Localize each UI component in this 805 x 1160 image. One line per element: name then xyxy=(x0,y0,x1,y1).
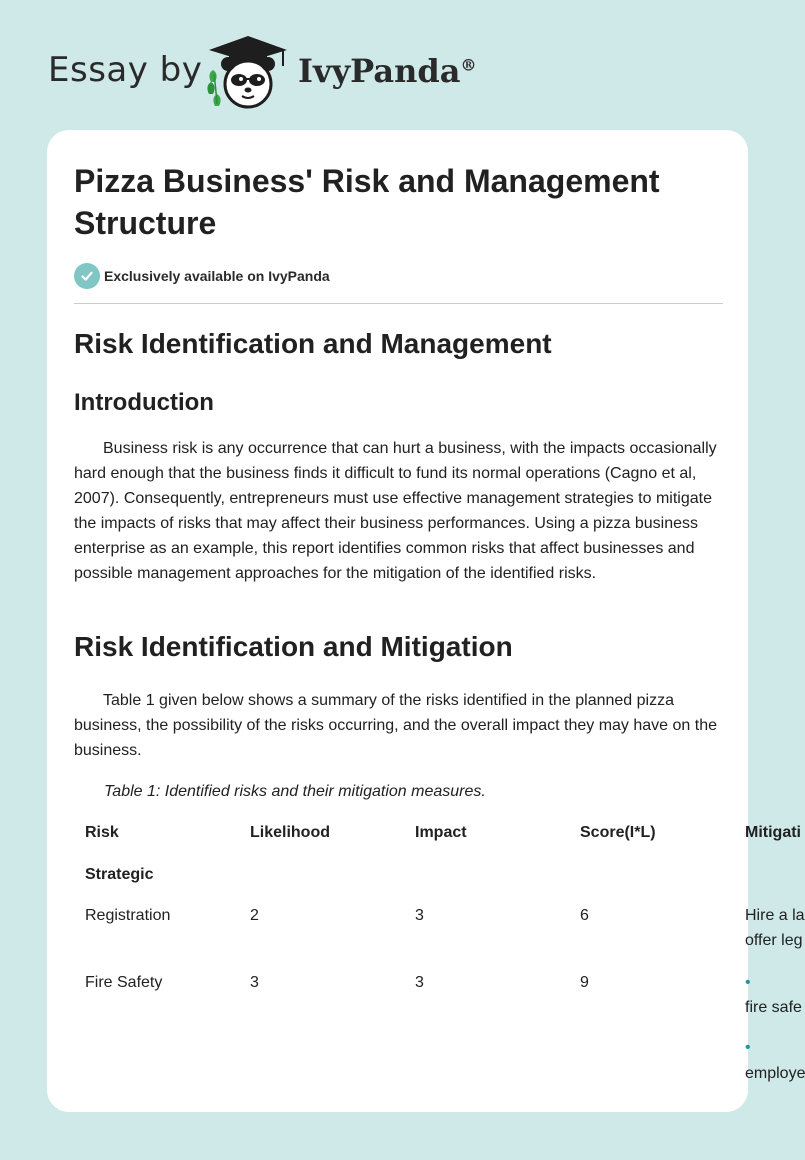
intro-paragraph: Business risk is any occurrence that can hurt a business, with the impacts occasionally hard enough that the business finds it difficult to fund its normal operations (Cagno et al, 2007). Consequently, entrepreneurs must use effective management strategies to mitigate the impacts of risks that may affect their business performances. Using a pizza business enterprise as an example, this report identifies common risks that affect businesses and possible management approaches for the mitigation of the identified risks. xyxy=(74,440,717,582)
table-intro-paragraph: Table 1 given below shows a summary of the risks identified in the planned pizza business, the possibility of the risks occurring, and the overall impact they may have on the business. xyxy=(74,692,717,759)
table-group-label: Strategic xyxy=(85,866,154,883)
exclusive-badge xyxy=(74,263,330,289)
panda-logo-icon xyxy=(203,30,293,110)
table-caption: Table 1: Identified risks and their mitigation measures. xyxy=(104,783,486,800)
table-cell-risk: Fire Safety xyxy=(85,974,163,991)
article-card xyxy=(47,130,805,1112)
table-cell-risk: Registration xyxy=(85,907,171,924)
table-header-impact: Impact xyxy=(415,824,467,841)
table-cell-mitigation: Hire a la xyxy=(745,907,805,924)
title-divider xyxy=(74,303,723,304)
table-header-risk: Risk xyxy=(85,824,119,841)
section-heading-risk-mitigation: Risk Identification and Mitigation xyxy=(74,631,513,662)
table-header-likelihood: Likelihood xyxy=(250,824,330,841)
page-title: Pizza Business' Risk and Management Structure xyxy=(74,163,660,241)
badge-text: Exclusively available on IvyPanda xyxy=(104,268,330,284)
table-cell-impact: 3 xyxy=(415,907,424,924)
section-heading-risk-management: Risk Identification and Management xyxy=(74,328,552,359)
table-cell-mitigation: employe xyxy=(745,1065,805,1082)
table-header-mitigation: Mitigati xyxy=(745,824,801,841)
table-cell-likelihood: 3 xyxy=(250,974,259,991)
table-cell-impact: 3 xyxy=(415,974,424,991)
brand-header xyxy=(48,30,477,110)
table-cell-mitigation: fire safe xyxy=(745,999,802,1016)
subheading-introduction: Introduction xyxy=(74,389,214,416)
brand-name xyxy=(298,52,476,90)
table-cell-score: 6 xyxy=(580,907,589,924)
bullet-icon: • xyxy=(745,974,751,991)
table-cell-likelihood: 2 xyxy=(250,907,259,924)
brand-registered-mark: ® xyxy=(460,55,477,75)
table-cell-score: 9 xyxy=(580,974,589,991)
bullet-icon: • xyxy=(745,1039,751,1056)
table-header-score: Score(I*L) xyxy=(580,824,656,841)
check-icon xyxy=(74,263,100,289)
brand-name-text: IvyPanda xyxy=(298,52,461,90)
brand-prefix: Essay by xyxy=(48,50,203,90)
table-cell-mitigation: offer leg xyxy=(745,932,803,949)
